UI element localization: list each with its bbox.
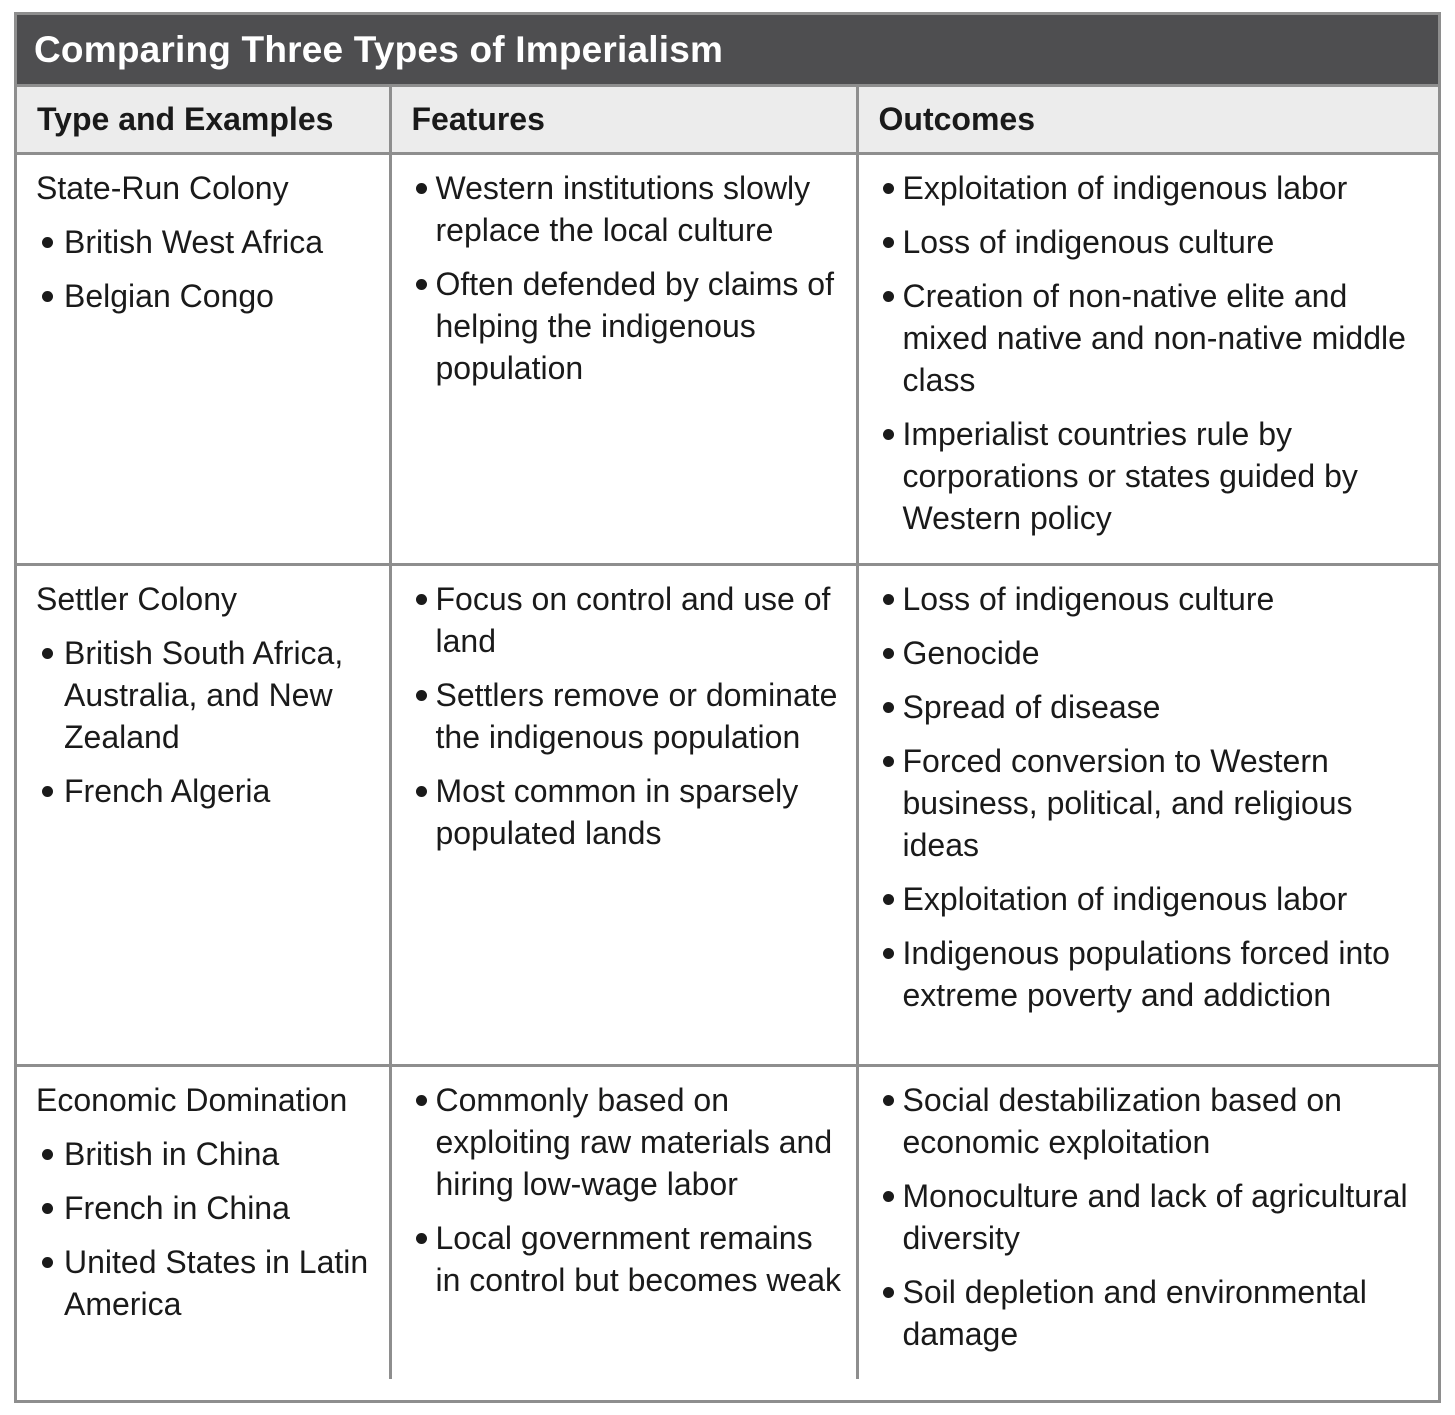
outcome-item: Social destabilization based on economic exploitation: [877, 1079, 1427, 1163]
header-outcomes: Outcomes: [857, 87, 1438, 153]
outcomes-list: [877, 167, 1427, 539]
outcome-item: Genocide: [877, 632, 1427, 674]
example-item: French in China: [36, 1187, 377, 1229]
example-item: Belgian Congo: [36, 275, 377, 317]
examples-list: [36, 1133, 377, 1325]
outcome-item: Soil depletion and environmental damage: [877, 1271, 1427, 1355]
example-item: United States in Latin America: [36, 1241, 377, 1325]
outcomes-cell: [857, 153, 1438, 564]
header-features: Features: [390, 87, 857, 153]
features-list: [410, 1079, 844, 1301]
outcome-item: Monoculture and lack of agricultural diversity: [877, 1175, 1427, 1259]
type-name: Settler Colony: [36, 580, 237, 617]
outcome-item: Exploitation of indigenous labor: [877, 167, 1427, 209]
outcome-item: Spread of disease: [877, 686, 1427, 728]
outcome-item: Indigenous populations forced into extreme poverty and addiction: [877, 932, 1427, 1016]
type-cell: [17, 1065, 390, 1379]
examples-list: [36, 632, 377, 812]
imperialism-comparison-table: [14, 12, 1441, 1403]
feature-item: Commonly based on exploiting raw materials and hiring low-wage labor: [410, 1079, 844, 1205]
outcomes-list: [877, 1079, 1427, 1355]
example-item: British South Africa, Australia, and New Zealand: [36, 632, 377, 758]
features-cell: [390, 564, 857, 1065]
outcomes-cell: [857, 1065, 1438, 1379]
feature-item: Most common in sparsely populated lands: [410, 770, 844, 854]
outcome-item: Loss of indigenous culture: [877, 578, 1427, 620]
header-row: [17, 87, 1438, 153]
table-row-state-run-colony: [17, 153, 1438, 564]
feature-item: Often defended by claims of helping the indigenous population: [410, 263, 844, 389]
feature-item: Western institutions slowly replace the local culture: [410, 167, 844, 251]
example-item: British West Africa: [36, 221, 377, 263]
type-name: State-Run Colony: [36, 169, 289, 206]
outcome-item: Loss of indigenous culture: [877, 221, 1427, 263]
feature-item: Settlers remove or dominate the indigenous population: [410, 674, 844, 758]
outcomes-cell: [857, 564, 1438, 1065]
outcome-item: Exploitation of indigenous labor: [877, 878, 1427, 920]
comparison-grid: [17, 87, 1438, 1379]
header-type-and-examples: Type and Examples: [17, 87, 390, 153]
table-title: Comparing Three Types of Imperialism: [17, 15, 1438, 87]
examples-list: [36, 221, 377, 317]
type-cell: [17, 564, 390, 1065]
feature-item: Local government remains in control but becomes weak: [410, 1217, 844, 1301]
outcome-item: Imperialist countries rule by corporations or states guided by Western policy: [877, 413, 1427, 539]
type-cell: [17, 153, 390, 564]
features-cell: [390, 153, 857, 564]
features-list: [410, 578, 844, 854]
outcome-item: Forced conversion to Western business, political, and religious ideas: [877, 740, 1427, 866]
example-item: British in China: [36, 1133, 377, 1175]
outcome-item: Creation of non-native elite and mixed native and non-native middle class: [877, 275, 1427, 401]
outcomes-list: [877, 578, 1427, 1016]
table-row-economic-domination: [17, 1065, 1438, 1379]
features-list: [410, 167, 844, 389]
type-name: Economic Domination: [36, 1081, 348, 1118]
example-item: French Algeria: [36, 770, 377, 812]
features-cell: [390, 1065, 857, 1379]
table-row-settler-colony: [17, 564, 1438, 1065]
feature-item: Focus on control and use of land: [410, 578, 844, 662]
